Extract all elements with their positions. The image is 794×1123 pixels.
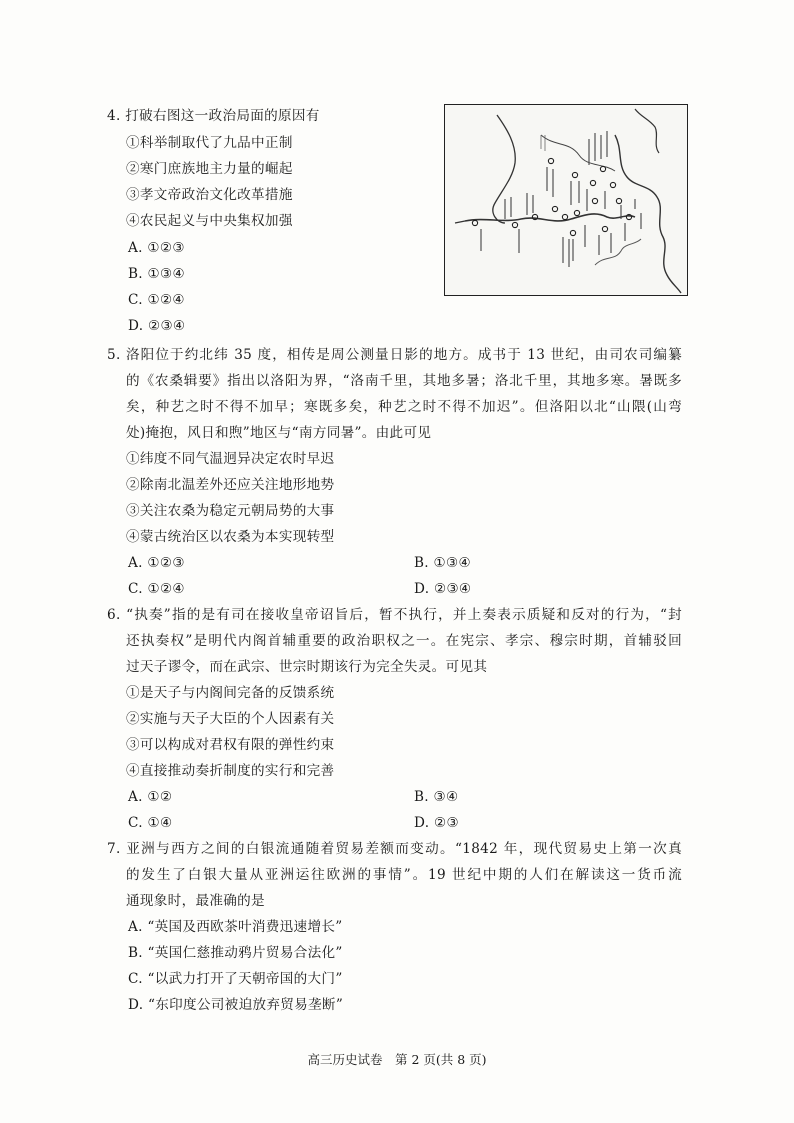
q7-option-d[interactable]: D. “东印度公司被迫放弃贸易垄断” — [128, 997, 344, 1013]
q7-stem-line-3: 通现象时，最准确的是 — [126, 893, 265, 909]
q4-map-figure — [444, 104, 688, 296]
q6-item-3: ③可以构成对君权有限的弹性约束 — [126, 737, 335, 753]
q6-option-a[interactable]: A. ①② — [128, 789, 173, 805]
q5-item-3: ③关注农桑为稳定元朝局势的大事 — [126, 503, 335, 519]
q4-stem: 4. 打破右图这一政治局面的原因有 — [107, 108, 320, 124]
q6-stem-line-2: 还执奏权”是明代内阁首辅重要的政治职权之一。在宪宗、孝宗、穆宗时期，首辅驳回 — [126, 633, 682, 649]
q5-option-b[interactable]: B. ①③④ — [414, 555, 471, 571]
q6-option-b[interactable]: B. ③④ — [414, 789, 459, 805]
q4-item-1: ①科举制取代了九品中正制 — [126, 135, 293, 151]
q4-item-2: ②寒门庶族地主力量的崛起 — [126, 161, 293, 177]
q6-stem-line-1: 6. “执奏”指的是有司在接收皇帝诏旨后，暂不执行，并上奏表示质疑和反对的行为，“封 — [107, 607, 682, 623]
q5-option-d[interactable]: D. ②③④ — [414, 581, 472, 597]
q6-item-1: ①是天子与内阁间完备的反馈系统 — [126, 685, 335, 701]
q7-stem-line-2: 的发生了白银大量从亚洲运往欧洲的事情”。19 世纪中期的人们在解读这一货币流 — [126, 867, 682, 883]
q5-item-2: ②除南北温差外还应关注地形地势 — [126, 477, 335, 493]
q5-option-c[interactable]: C. ①②④ — [128, 581, 185, 597]
q7-option-b[interactable]: B. “英国仁慈推动鸦片贸易合法化” — [128, 945, 343, 961]
q5-item-1: ①纬度不同气温迥异决定农时早迟 — [126, 451, 335, 467]
q4-item-3: ③孝文帝政治文化改革措施 — [126, 187, 293, 203]
q4-option-d[interactable]: D. ②③④ — [128, 318, 186, 334]
map-of-north-china-regimes-icon — [445, 105, 687, 295]
q5-item-4: ④蒙古统治区以农桑为本实现转型 — [126, 529, 335, 545]
q7-option-a[interactable]: A. “英国及西欧茶叶消费迅速增长” — [128, 919, 343, 935]
q7-option-c[interactable]: C. “以武力打开了天朝帝国的大门” — [128, 971, 343, 987]
page-footer: 高三历史试卷 第 2 页(共 8 页) — [307, 1052, 487, 1067]
q6-item-2: ②实施与天子大臣的个人因素有关 — [126, 711, 335, 727]
q5-stem-line-2: 的《农桑辑要》指出以洛阳为界，“洛南千里，其地多暑；洛北千里，其地多寒。暑既多 — [126, 373, 682, 389]
q4-item-4: ④农民起义与中央集权加强 — [126, 213, 293, 229]
q5-stem-line-4: 处)掩抱，风日和煦”地区与“南方同暑”。由此可见 — [126, 425, 432, 441]
q6-item-4: ④直接推动奏折制度的实行和完善 — [126, 763, 335, 779]
q4-option-c[interactable]: C. ①②④ — [128, 292, 185, 308]
q6-option-d[interactable]: D. ②③ — [414, 815, 459, 831]
q5-stem-line-3: 矣，种艺之时不得不加早；寒既多矣，种艺之时不得不加迟”。但洛阳以北“山隈(山弯 — [126, 399, 682, 415]
q5-option-a[interactable]: A. ①②③ — [128, 555, 185, 571]
q5-stem-line-1: 5. 洛阳位于约北纬 35 度，相传是周公测量日影的地方。成书于 13 世纪，由司农司编纂 — [107, 347, 682, 363]
q4-option-b[interactable]: B. ①③④ — [128, 266, 185, 282]
q6-option-c[interactable]: C. ①④ — [128, 815, 173, 831]
q7-stem-line-1: 7. 亚洲与西方之间的白银流通随着贸易差额而变动。“1842 年，现代贸易史上第一次真 — [107, 841, 682, 857]
q4-option-a[interactable]: A. ①②③ — [128, 240, 185, 256]
q6-stem-line-3: 过天子谬令，而在武宗、世宗时期该行为完全失灵。可见其 — [126, 659, 488, 675]
